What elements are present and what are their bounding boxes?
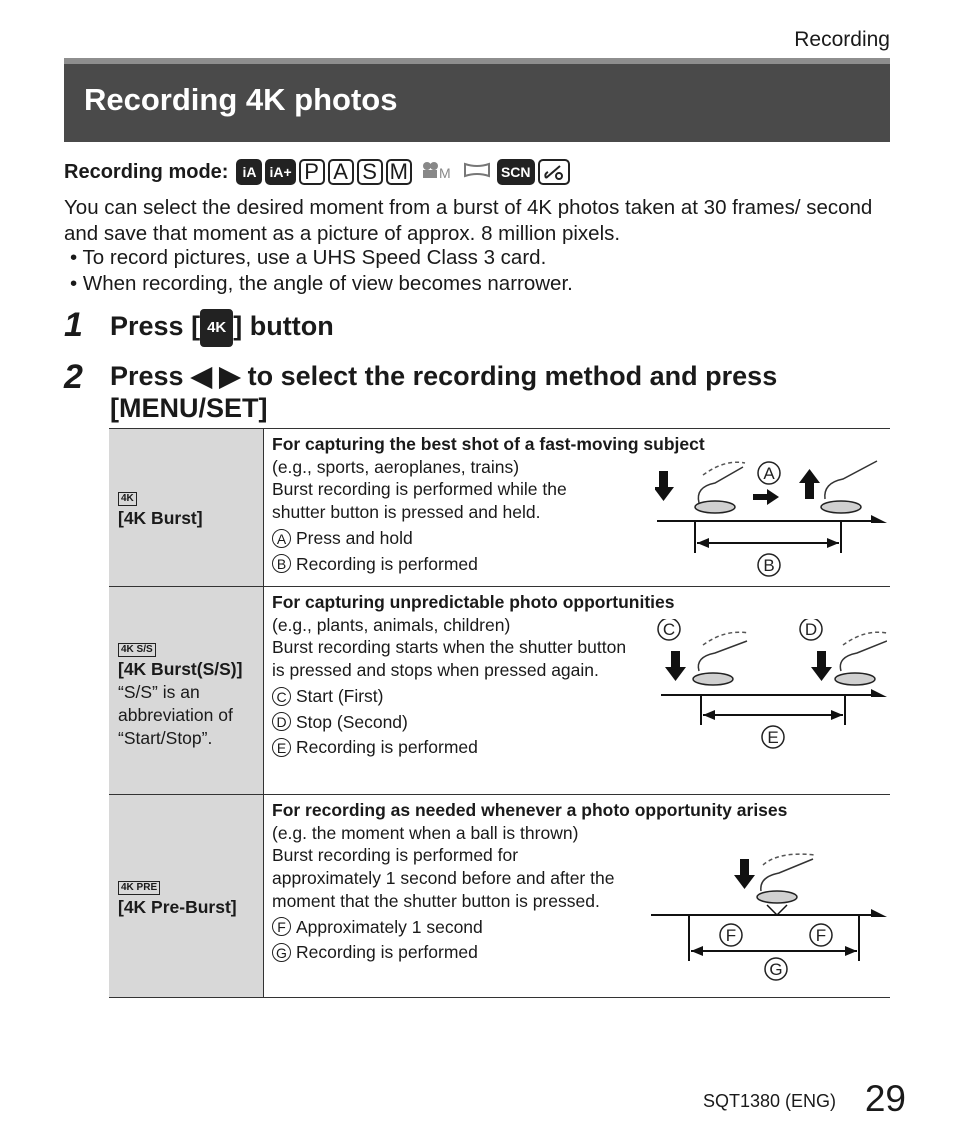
method-cell [109,795,264,997]
method-example: (e.g., plants, animals, children) [272,614,511,635]
method-text: Burst recording is performed for approximately 1 second before and after the moment that the shutter button is pressed. [272,845,615,911]
bullet-text: To record pictures, use a UHS Speed Class 3 card. [82,246,547,269]
legend-letter: F [272,917,291,936]
4k-burst-ss-icon: 4K S/S [118,643,156,657]
step-text-part: Press ◀ ▶ to select the recording method and press [110,361,778,391]
4k-pre-burst-icon: 4K PRE [118,881,160,895]
legend-text: Press and hold [296,527,413,548]
mode-a-icon: A [328,159,354,185]
diagram-label: G [769,960,783,979]
title-bar [64,64,890,142]
mode-p-icon: P [299,159,325,185]
legend-text: Recording is performed [296,553,478,574]
legend-text: Approximately 1 second [296,916,483,937]
mode-m-icon: M [386,159,412,185]
page-number: 29 [864,1078,906,1119]
mode-scn-icon: SCN [497,159,535,185]
legend-item [272,711,652,734]
method-description [272,433,705,575]
diagram-label: D [804,620,818,639]
method-name: [4K Pre-Burst] [118,897,237,917]
method-name: [4K Burst(S/S)] [118,659,243,679]
svg-text:M: M [438,164,451,180]
method-cell [109,429,264,587]
panorama-icon [463,161,491,184]
diagram-label: C [662,620,676,639]
recording-mode-label: Recording mode: [64,160,229,183]
step-text-part: ] button [233,311,334,342]
burst-diagram [655,457,887,582]
recording-mode-row [64,155,573,189]
method-description [272,591,675,759]
intro-text: You can select the desired moment from a burst of 4K photos taken at 30 frames/ second and save that moment as a picture of approx. 8 million pixels. [64,196,873,245]
4k-burst-icon: 4K [118,492,137,506]
diagram-label: E [767,728,779,747]
legend-letter: A [272,529,291,548]
bullet-item: • When recording, the angle of view becomes narrower. [70,272,573,295]
step-text-part: [MENU/SET] [110,393,268,423]
step-number: 1 [64,306,83,344]
method-heading: For capturing unpredictable photo opportunities [272,592,675,612]
step-text-part: Press [ [110,311,201,342]
bullet-text: When recording, the angle of view becomes narrower. [82,272,573,295]
method-note: “S/S” is an abbreviation of “Start/Stop”. [118,682,233,748]
legend-text: Stop (Second) [296,711,408,732]
mode-ia-plus-icon: iA+ [265,159,295,185]
footer-code: SQT1380 (ENG) [702,1091,836,1111]
legend-letter: C [272,687,291,706]
method-text: Burst recording is performed while the shutter button is pressed and held. [272,479,567,523]
method-text: Burst recording starts when the shutter button is pressed and stops when pressed again. [272,637,627,681]
burst-ss-diagram [655,619,887,759]
diagram-label: B [763,556,775,575]
diagram-label: F [815,926,827,945]
legend-item [272,916,652,939]
method-description [272,799,788,964]
step-number: 2 [64,358,83,396]
legend-item [272,685,652,708]
legend-letter: D [272,712,291,731]
step-1-text [110,309,334,347]
creative-control-icon [538,159,570,185]
page-title: Recording 4K photos [84,82,398,117]
mode-ia-icon: iA [236,159,262,185]
method-example: (e.g., sports, aeroplanes, trains) [272,456,520,477]
diagram-label: F [725,926,737,945]
mode-s-icon: S [357,159,383,185]
method-heading: For recording as needed whenever a photo opportunity arises [272,800,788,820]
legend-letter: G [272,943,291,962]
legend-item [272,736,652,759]
step-2-text [110,360,870,424]
method-example: (e.g. the moment when a ball is thrown) [272,822,579,843]
legend-item [272,527,652,550]
legend-letter: B [272,554,291,573]
creative-video-icon [421,160,451,185]
legend-text: Recording is performed [296,737,478,758]
legend-letter: E [272,738,291,757]
legend-text: Recording is performed [296,942,478,963]
table-row [109,586,890,795]
method-heading: For capturing the best shot of a fast-moving subject [272,434,705,454]
section-label: Recording [794,28,890,51]
diagram-label: A [763,464,775,483]
legend-item [272,941,652,964]
pre-burst-diagram [649,853,889,993]
legend-item [272,553,652,576]
table-row [109,794,890,998]
legend-text: Start (First) [296,685,384,706]
4k-button-icon: 4K [200,309,233,347]
method-name: [4K Burst] [118,508,203,528]
method-cell [109,587,264,795]
table-row [109,428,890,587]
bullet-item: • To record pictures, use a UHS Speed Class 3 card. [70,246,547,269]
